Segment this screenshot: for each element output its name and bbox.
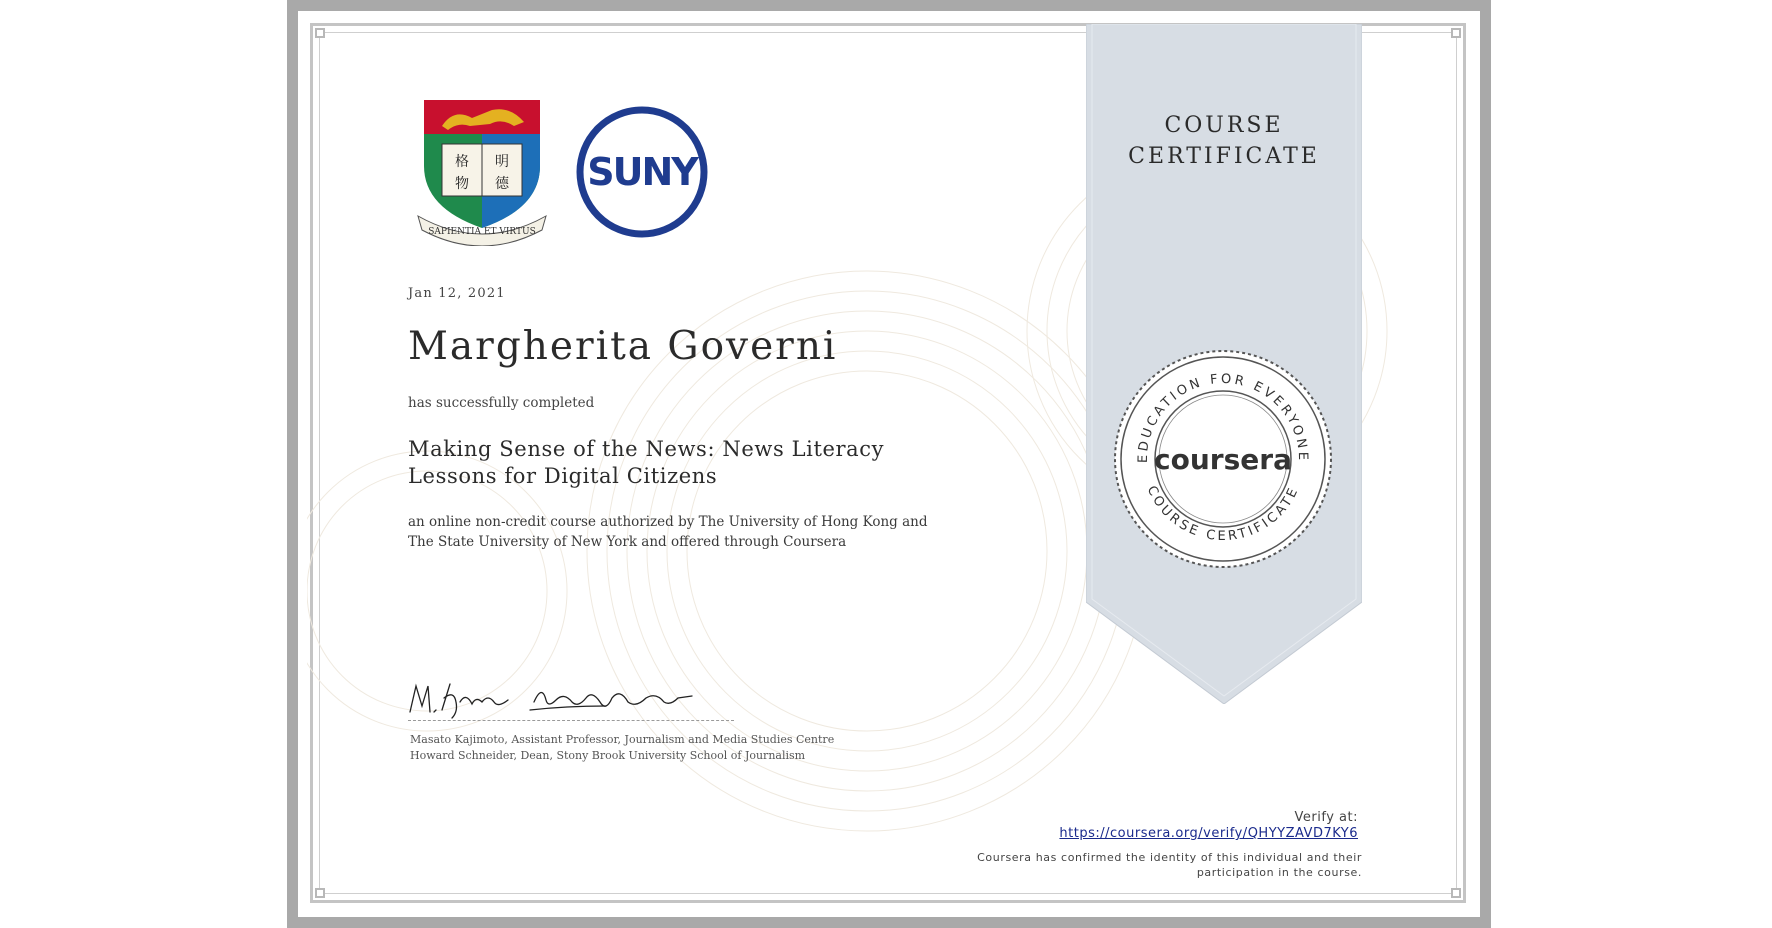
- hku-motto: SAPIENTIA ET VIRTUS: [428, 227, 536, 237]
- suny-logo: [575, 105, 709, 239]
- svg-text:德: 德: [495, 176, 509, 192]
- corner-ornament-bottom-left: [315, 888, 325, 898]
- signers-block: [410, 732, 834, 764]
- corner-ornament-top-left: [315, 28, 325, 38]
- ribbon-title: [1086, 110, 1362, 172]
- completed-text: has successfully completed: [408, 395, 595, 411]
- signature-line: [408, 720, 734, 721]
- signer-2: Howard Schneider, Dean, Stony Brook University School of Journalism: [410, 749, 806, 762]
- corner-ornament-bottom-right: [1451, 888, 1461, 898]
- certificate-date: Jan 12, 2021: [408, 286, 506, 301]
- seal-top-text: EDUCATION FOR EVERYONE: [1135, 371, 1311, 464]
- verify-note: Coursera has confirmed the identity of this individual and their participation in the course.: [977, 851, 1362, 879]
- coursera-seal: [1112, 348, 1334, 570]
- recipient-name: Margherita Governi: [408, 324, 838, 369]
- course-description: an online non-credit course authorized by The University of Hong Kong and The State University of New York and offered through Coursera: [408, 514, 928, 550]
- verify-label: Verify at:: [1294, 810, 1358, 825]
- corner-ornament-top-right: [1451, 28, 1461, 38]
- svg-text:格: 格: [455, 154, 469, 170]
- hku-crest-logo: [414, 96, 550, 246]
- suny-logo-text: SUNY: [587, 150, 697, 194]
- seal-bottom-text: COURSE CERTIFICATE: [1143, 483, 1303, 545]
- svg-text:明: 明: [495, 154, 509, 170]
- verify-link[interactable]: https://coursera.org/verify/QHYYZAVD7KY6: [1059, 826, 1358, 841]
- ribbon-title-line2: CERTIFICATE: [1128, 144, 1320, 169]
- ribbon-title-line1: COURSE: [1164, 113, 1284, 138]
- svg-text:物: 物: [455, 176, 469, 192]
- signatures-image: [406, 672, 706, 720]
- course-title: Making Sense of the News: News Literacy Lessons for Digital Citizens: [408, 437, 885, 488]
- signer-1: Masato Kajimoto, Assistant Professor, Journalism and Media Studies Centre: [410, 733, 835, 746]
- seal-brand: coursera: [1154, 443, 1292, 476]
